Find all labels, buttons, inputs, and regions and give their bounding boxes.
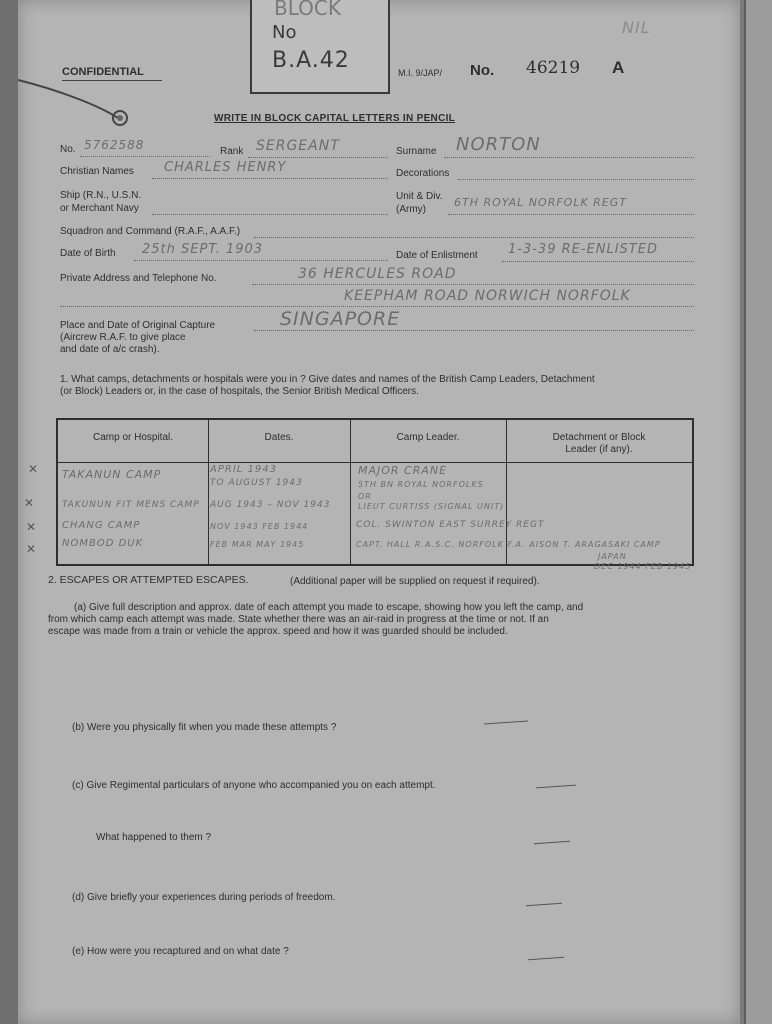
capture-label-3: and date of a/c crash). bbox=[60, 344, 160, 355]
camp-entry: TAKUNUN FIT MENS CAMP bbox=[62, 500, 200, 510]
dob-value: 25th SEPT. 1903 bbox=[142, 242, 264, 257]
dob-line bbox=[134, 260, 388, 261]
stamp-line-1: BLOCK bbox=[274, 0, 341, 20]
camp-entry: TAKANUN CAMP bbox=[62, 468, 162, 481]
x-mark-icon: ✕ bbox=[26, 520, 37, 534]
ship-label-2: or Merchant Navy bbox=[60, 203, 139, 214]
date-entry: FEB MAR MAY 1945 bbox=[210, 540, 305, 549]
date-entry: TO AUGUST 1943 bbox=[210, 478, 303, 488]
question-2d: (d) Give briefly your experiences during periods of freedom. bbox=[72, 892, 336, 903]
x-mark-icon: ✕ bbox=[28, 462, 39, 476]
leader-entry: 5TH BN ROYAL NORFOLKS bbox=[358, 480, 484, 489]
instruction-heading: WRITE IN BLOCK CAPITAL LETTERS IN PENCIL bbox=[214, 113, 456, 124]
enlistment-line bbox=[502, 261, 694, 262]
underlying-page-edge bbox=[744, 0, 772, 1024]
block-stamp bbox=[250, 0, 390, 94]
question-2e: (e) How were you recaptured and on what date ? bbox=[72, 946, 289, 957]
leader-entry: LIEUT CURTISS (SIGNAL UNIT) bbox=[358, 502, 505, 511]
rank-value: SERGEANT bbox=[256, 138, 340, 154]
address-value-2: KEEPHAM ROAD NORWICH NORFOLK bbox=[344, 288, 631, 304]
address-value-1: 36 HERCULES ROAD bbox=[298, 266, 457, 282]
surname-value: NORTON bbox=[456, 134, 541, 155]
unit-line bbox=[448, 214, 694, 215]
enlistment-value: 1-3-39 RE-ENLISTED bbox=[508, 242, 658, 257]
question-2c: (c) Give Regimental particulars of anyone who accompanied you on each attempt. bbox=[72, 780, 436, 791]
leader-entry: COL. SWINTON EAST SURREY REGT bbox=[356, 520, 545, 530]
surname-label: Surname bbox=[396, 146, 437, 157]
capture-label-1: Place and Date of Original Capture bbox=[60, 320, 216, 331]
no-line bbox=[80, 156, 210, 157]
header-dates: Dates. bbox=[264, 432, 294, 443]
header-camp-leader: Camp Leader. bbox=[396, 432, 460, 443]
x-mark-icon: ✕ bbox=[24, 496, 35, 510]
date-entry: APRIL 1943 bbox=[210, 464, 277, 475]
form-page bbox=[18, 0, 740, 1024]
leader-entry-overflow: DEC 1944 FEB 1945 bbox=[594, 562, 692, 571]
unit-value: 6TH ROYAL NORFOLK REGT bbox=[454, 196, 627, 209]
address-line-2 bbox=[60, 306, 694, 307]
date-entry: NOV 1943 FEB 1944 bbox=[210, 522, 309, 531]
address-line-1 bbox=[252, 284, 694, 285]
surname-line bbox=[444, 157, 694, 158]
leader-entry: CAPT. HALL R.A.S.C. NORFOLK F.A. AISON T. ARAGASAKI CAMP bbox=[356, 540, 661, 549]
christian-names-line bbox=[152, 178, 388, 179]
unit-label-2: (Army) bbox=[396, 204, 426, 215]
no-value: 5762588 bbox=[84, 138, 145, 152]
unit-label-1: Unit & Div. bbox=[396, 191, 443, 202]
table-header-divider bbox=[58, 462, 692, 463]
enlistment-label: Date of Enlistment bbox=[396, 250, 478, 261]
decorations-label: Decorations bbox=[396, 168, 450, 179]
dob-label: Date of Birth bbox=[60, 248, 116, 259]
decorations-line bbox=[458, 179, 694, 180]
question-2-title: 2. ESCAPES OR ATTEMPTED ESCAPES. bbox=[48, 574, 249, 586]
date-entry: AUG 1943 – NOV 1943 bbox=[210, 500, 331, 510]
question-2-note: (Additional paper will be supplied on request if required). bbox=[290, 576, 540, 587]
header-detachment: Detachment or Block bbox=[552, 432, 646, 443]
capture-label-2: (Aircrew R.A.F. to give place bbox=[60, 332, 186, 343]
squadron-label: Squadron and Command (R.A.F., A.A.F.) bbox=[60, 226, 241, 237]
form-number: 46219 bbox=[526, 58, 581, 78]
question-2a-line-1: (a) Give full description and approx. date of each attempt you made to escape, showing how you left the camp, and bbox=[74, 602, 584, 613]
number-label: No. bbox=[470, 62, 495, 79]
stamp-line-2: No bbox=[272, 22, 297, 43]
question-2a-line-3: escape was made from a train or vehicle the approx. speed and how it was guarded should be included. bbox=[48, 626, 508, 637]
classification-underline bbox=[62, 80, 162, 81]
capture-line bbox=[254, 330, 694, 331]
ship-label-1: Ship (R.N., U.S.N. bbox=[60, 190, 142, 201]
answer-dash bbox=[536, 785, 576, 789]
question-2a-line-2: from which camp each attempt was made. State whether there was an air-raid in progress at the time or not. If an bbox=[48, 614, 549, 625]
form-reference: M.I. 9/JAP/ bbox=[398, 68, 443, 78]
address-label: Private Address and Telephone No. bbox=[60, 273, 217, 284]
rank-line bbox=[248, 157, 388, 158]
christian-names-value: CHARLES HENRY bbox=[164, 160, 287, 175]
corner-note: NIL bbox=[622, 18, 651, 37]
camps-table bbox=[56, 418, 694, 566]
ship-line bbox=[152, 214, 388, 215]
form-suffix: A bbox=[612, 58, 625, 77]
header-detachment-2: Leader (if any). bbox=[565, 444, 633, 455]
stamp-line-3: B.A.42 bbox=[272, 48, 350, 73]
rank-label: Rank bbox=[220, 146, 244, 157]
answer-dash bbox=[534, 841, 570, 845]
question-2b: (b) Were you physically fit when you made these attempts ? bbox=[72, 722, 337, 733]
leader-entry: MAJOR CRANE bbox=[358, 464, 448, 477]
classification-label: CONFIDENTIAL bbox=[62, 66, 144, 78]
answer-dash bbox=[528, 957, 564, 961]
header-camp: Camp or Hospital. bbox=[92, 432, 174, 443]
camp-entry: CHANG CAMP bbox=[62, 520, 141, 531]
leader-entry: OR bbox=[358, 492, 372, 501]
question-1-line-2: (or Block) Leaders or, in the case of hospitals, the Senior British Medical Officers. bbox=[60, 386, 419, 397]
answer-dash bbox=[526, 903, 562, 907]
x-mark-icon: ✕ bbox=[26, 542, 37, 556]
no-label: No. bbox=[60, 144, 76, 155]
answer-dash bbox=[484, 720, 528, 724]
christian-names-label: Christian Names bbox=[60, 166, 134, 177]
capture-value: SINGAPORE bbox=[280, 308, 401, 330]
leader-entry: JAPAN bbox=[598, 552, 627, 561]
squadron-line bbox=[254, 237, 694, 238]
camp-entry: NOMBOD DUK bbox=[62, 538, 144, 549]
question-2c-followup: What happened to them ? bbox=[96, 832, 212, 843]
question-1-line-1: 1. What camps, detachments or hospitals were you in ? Give dates and names of the British Camp Leaders, Detachment bbox=[60, 374, 595, 385]
